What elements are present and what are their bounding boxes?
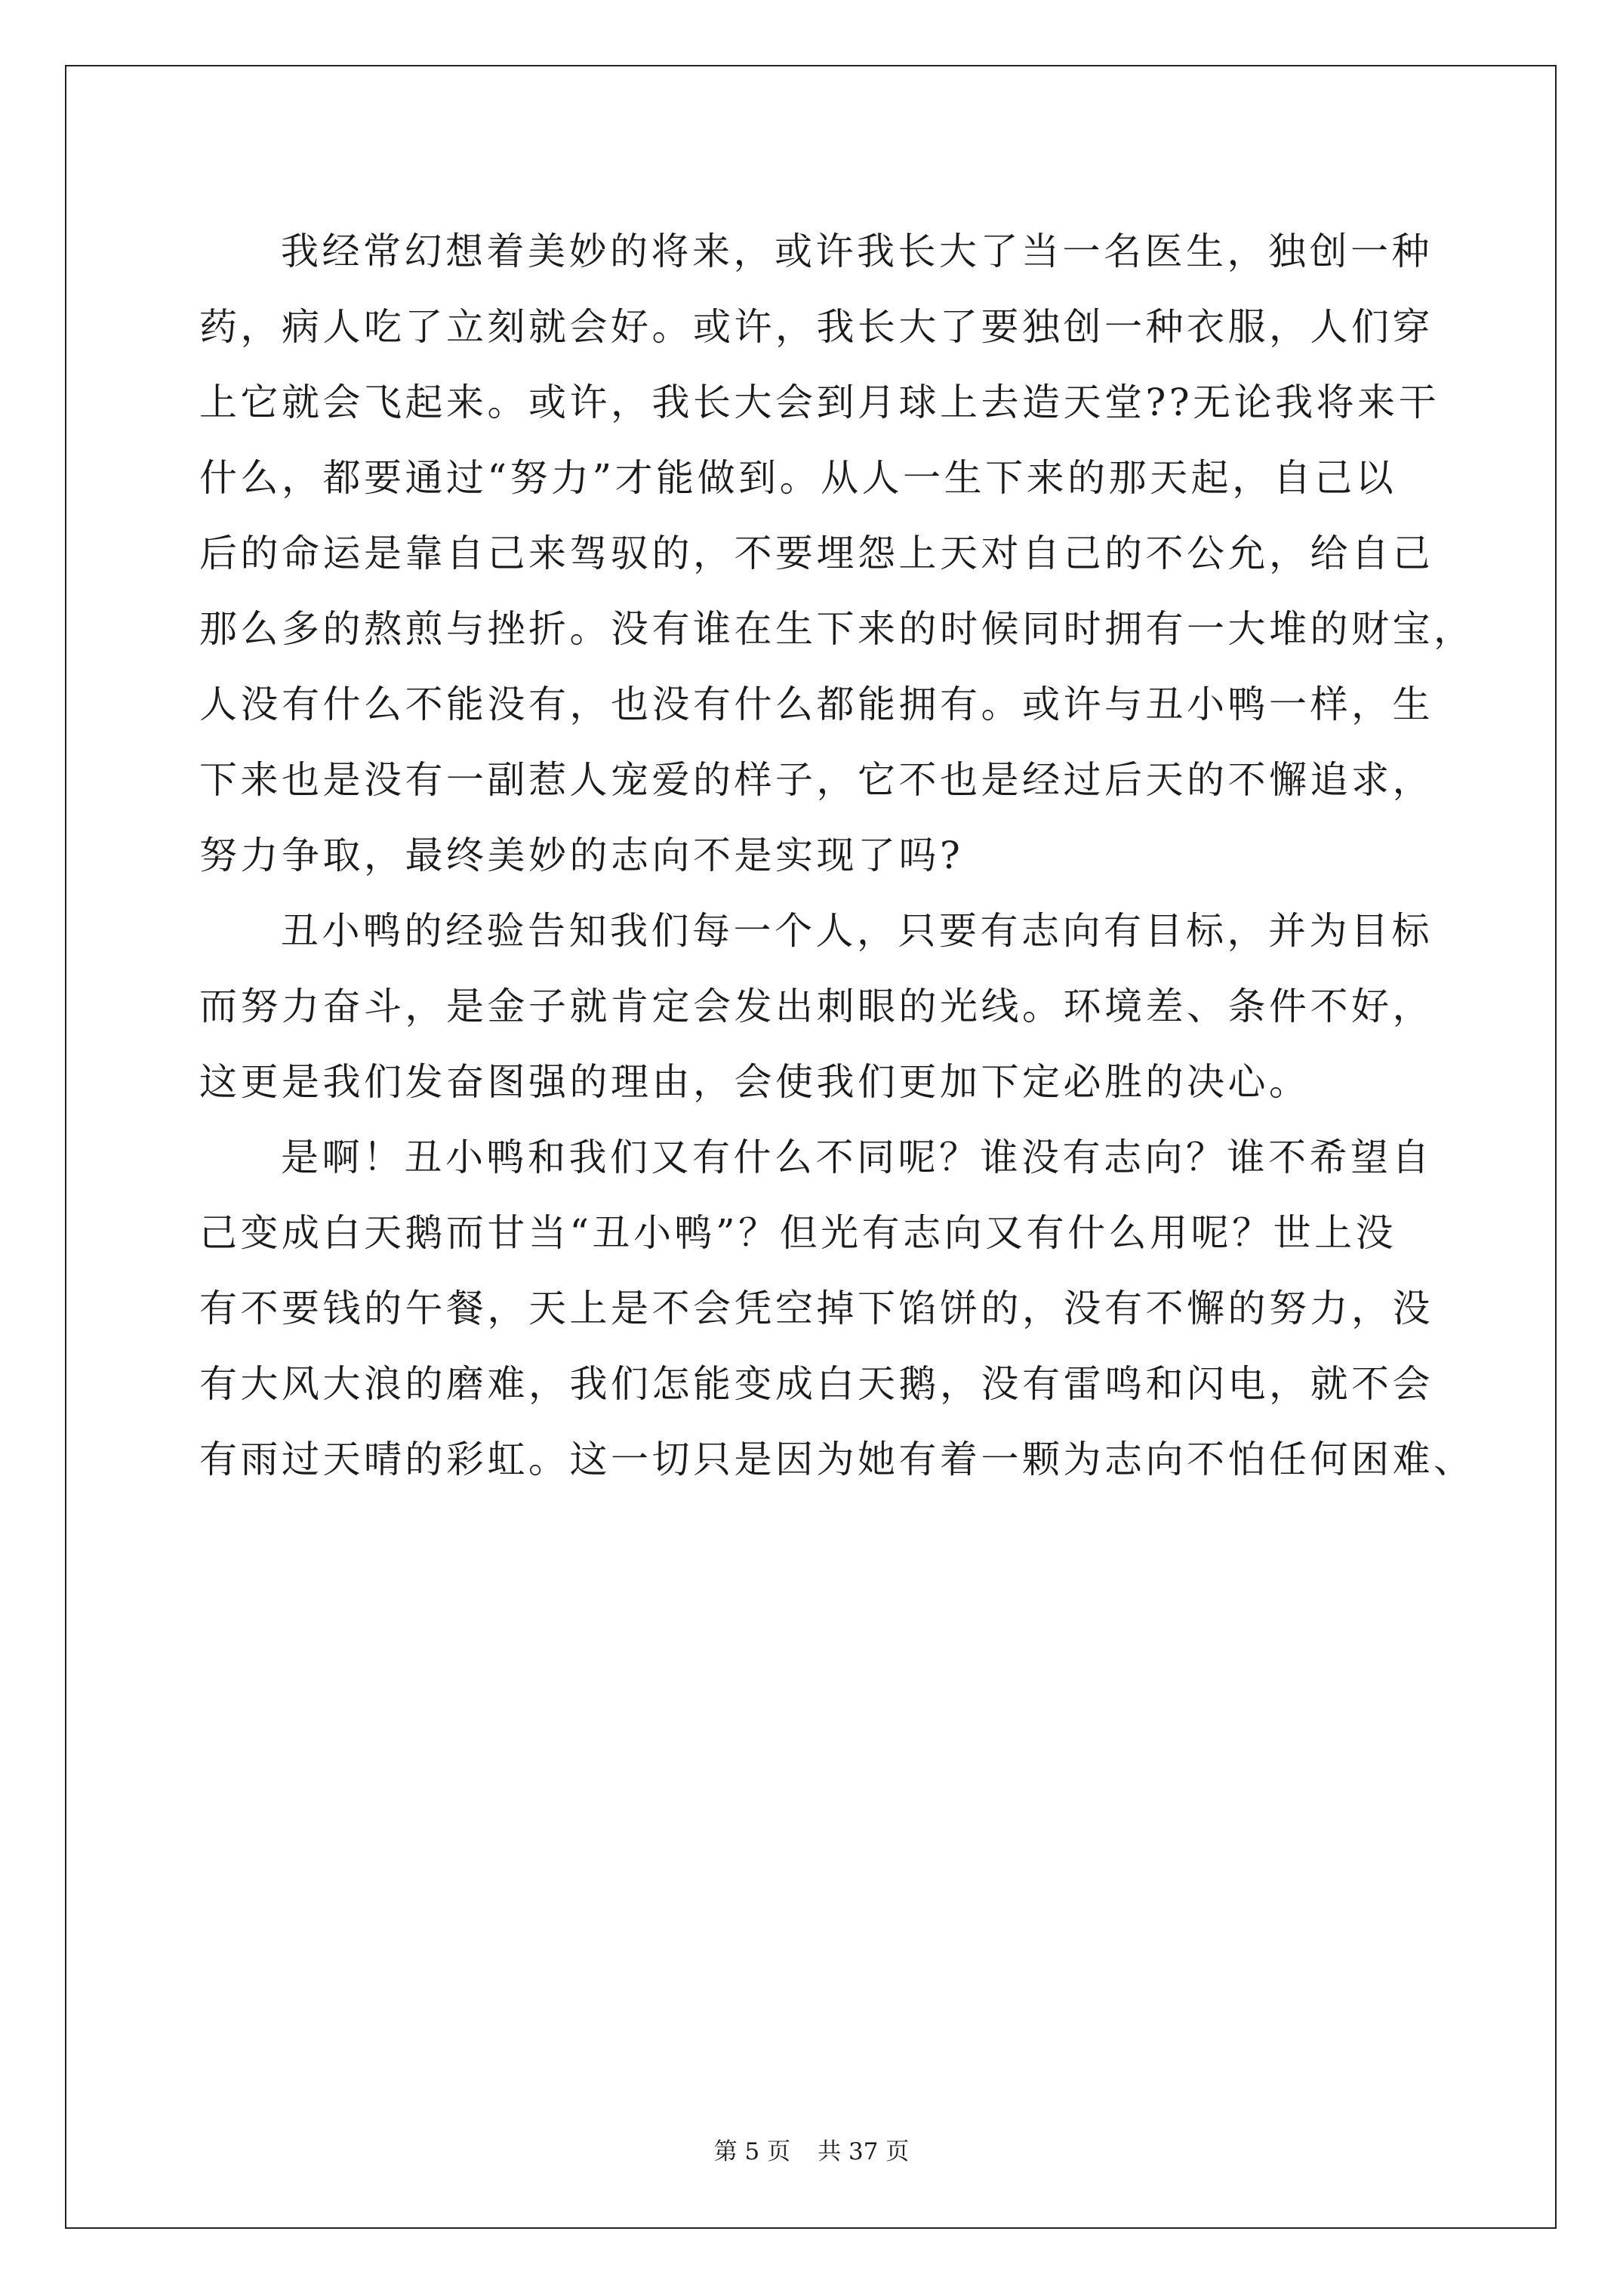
paragraph-3-line-5: 有雨过天晴的彩虹。这一切只是因为她有着一颗为志向不怕任何困难、 — [199, 1438, 1475, 1481]
paragraph-1-line-2: 药，病人吃了立刻就会好。或许，我长大了要独创一种衣服，人们穿 — [199, 305, 1434, 349]
paragraph-1-line-9: 努力争取，最终美妙的志向不是实现了吗? — [199, 834, 964, 877]
paragraph-1-line-7: 人没有什么不能没有，也没有什么都能拥有。或许与丑小鸭一样，生 — [199, 683, 1434, 726]
paragraph-3-line-4: 有大风大浪的磨难，我们怎能变成白天鹅，没有雷鸣和闪电，就不会 — [199, 1362, 1434, 1406]
paragraph-3-line-3: 有不要钱的午餐，天上是不会凭空掉下馅饼的，没有不懈的努力，没 — [199, 1287, 1434, 1330]
paragraph-3-line-1: 是啊！丑小鸭和我们又有什么不同呢？谁没有志向？谁不希望自 — [281, 1136, 1433, 1179]
paragraph-2-line-2: 而努力奋斗，是金子就肯定会发出刺眼的光线。环境差、条件不好， — [199, 985, 1434, 1028]
paragraph-1-line-5: 后的命运是靠自己来驾驭的，不要埋怨上天对自己的不公允，给自己 — [199, 532, 1434, 575]
page-number: 第 5 页 — [713, 2138, 791, 2165]
paragraph-1-line-1: 我经常幻想着美妙的将来，或许我长大了当一名医生，独创一种 — [281, 230, 1433, 273]
paragraph-1-line-6: 那么多的熬煎与挫折。没有谁在生下来的时候同时拥有一大堆的财宝， — [199, 607, 1475, 651]
paragraph-1-line-4: 什么，都要通过“努力”才能做到。从人一生下来的那天起，自己以 — [199, 456, 1397, 500]
paragraph-1-line-3: 上它就会飞起来。或许，我长大会到月球上去造天堂??无论我将来干 — [199, 381, 1440, 424]
page-total: 共 37 页 — [818, 2138, 910, 2165]
paragraph-2-line-3: 这更是我们发奋图强的理由，会使我们更加下定必胜的决心。 — [199, 1060, 1310, 1104]
paragraph-3-line-2: 己变成白天鹅而甘当“丑小鸭”？但光有志向又有什么用呢？世上没 — [199, 1211, 1397, 1255]
paragraph-1-line-8: 下来也是没有一副惹人宠爱的样子，它不也是经过后天的不懈追求， — [199, 758, 1434, 802]
page-footer — [0, 2138, 1623, 2165]
paragraph-2-line-1: 丑小鸭的经验告知我们每一个人，只要有志向有目标，并为目标 — [281, 909, 1433, 953]
